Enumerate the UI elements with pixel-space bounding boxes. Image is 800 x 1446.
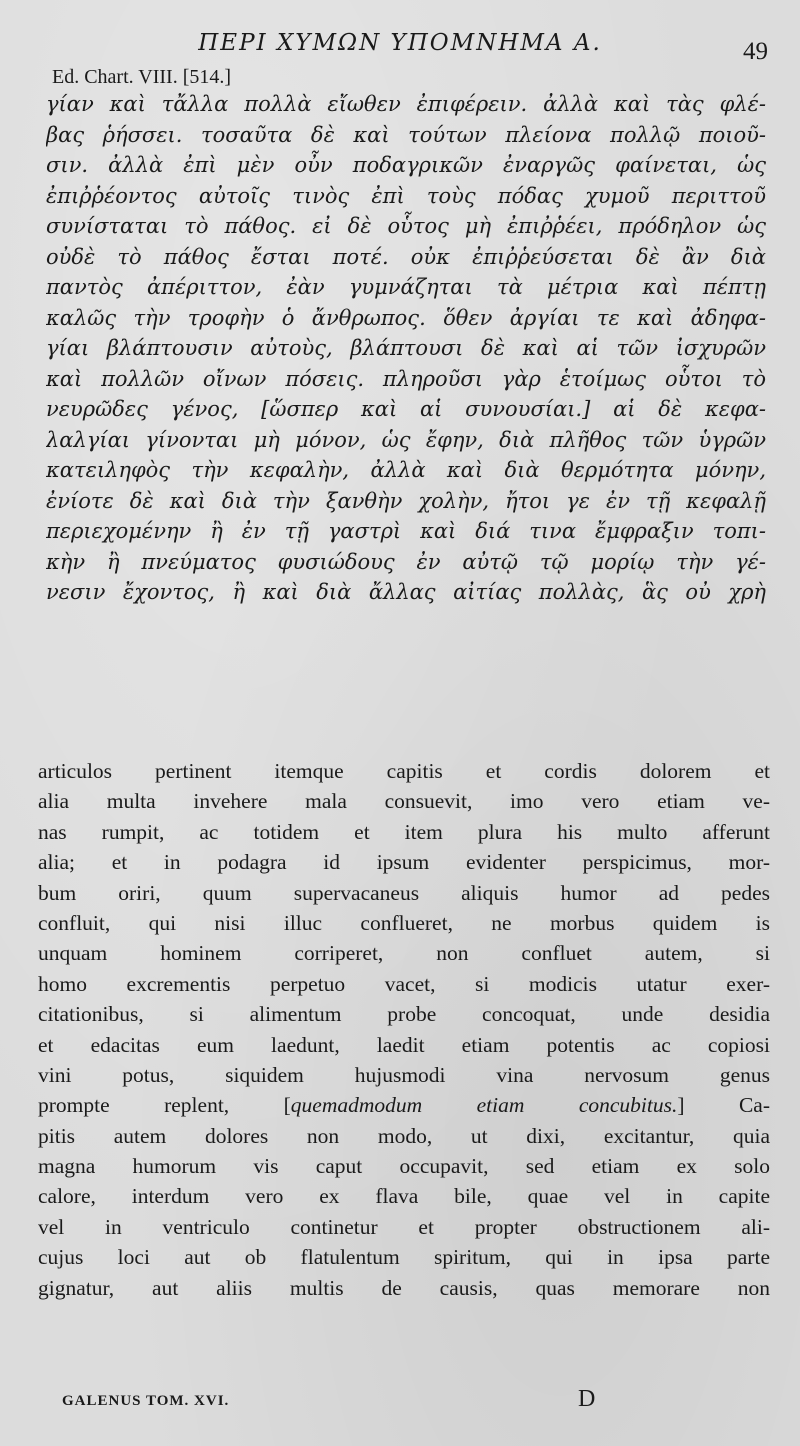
latin-line: unquam hominem corriperet, non confluet autem, si (38, 941, 770, 966)
latin-line: nas rumpit, ac totidem et item plura his multo afferunt (38, 819, 770, 844)
greek-line: σιν. ἀλλὰ ἐπὶ μὲν οὖν ποδαγρικῶν ἐναργῶς φαίνεται, ὡς (46, 153, 766, 177)
edition-reference: Ed. Chart. VIII. [514.] (52, 66, 232, 88)
latin-line: cujus loci aut ob flatulentum spiritum, qui in ipsa parte (38, 1245, 770, 1270)
latin-line: citationibus, si alimentum probe concoquat, unde desidia (38, 1002, 770, 1027)
greek-line: κατειληφὸς τὴν κεφαλὴν, ἀλλὰ καὶ διὰ θερμότητα μόνην, (46, 458, 766, 482)
latin-line-segment: ] Ca- (677, 1093, 770, 1118)
greek-line: κὴν ἢ πνεύματος φυσιώδους ἐν αὐτῷ τῷ μορίῳ τὴν γέ- (46, 549, 766, 574)
greek-line: καὶ πολλῶν οἴνων πόσεις. πληροῦσι γὰρ ἑτοίμως οὗτοι τὸ (46, 366, 766, 391)
latin-line: homo excrementis perpetuo vacet, si modicis utatur exer- (38, 971, 770, 996)
latin-line: magna humorum vis caput occupavit, sed etiam ex solo (38, 1154, 770, 1179)
latin-line: confluit, qui nisi illuc conflueret, ne morbus quidem is (38, 910, 770, 935)
latin-line: vini potus, siquidem hujusmodi vina nervosum genus (38, 1062, 770, 1087)
latin-line: articulos pertinent itemque capitis et cordis dolorem et (38, 759, 770, 783)
latin-line: calore, interdum vero ex flava bile, quae vel in capite (38, 1184, 770, 1209)
latin-line: alia; et in podagra id ipsum evidenter perspicimus, mor- (38, 850, 770, 875)
latin-line: et edacitas eum laedunt, laedit etiam potentis ac copiosi (38, 1032, 770, 1057)
greek-line: ἐπιῤῥέοντος αὐτοῖς τινὸς ἐπὶ τοὺς πόδας χυμοῦ περιττοῦ (46, 183, 766, 208)
latin-line: gignatur, aut aliis multis de causis, quas memorare non (38, 1275, 770, 1300)
latin-line: bum oriri, quum supervacaneus aliquis humor ad pedes (38, 880, 770, 905)
greek-line: νεσιν ἔχοντος, ἢ καὶ διὰ ἄλλας αἰτίας πολλὰς, ἃς οὐ χρὴ (46, 580, 766, 604)
greek-line: βας ῥήσσει. τοσαῦτα δὲ καὶ τούτων πλείονα πολλῷ ποιοῦ- (46, 122, 766, 147)
greek-line: ἐνίοτε δὲ καὶ διὰ τὴν ξανθὴν χολὴν, ἤτοι γε ἐν τῇ κεφαλῇ (46, 488, 766, 513)
page-number: 49 (743, 38, 768, 65)
latin-text-block (38, 756, 770, 1303)
greek-line: συνίσταται τὸ πάθος. εἰ δὲ οὗτος μὴ ἐπιῤῥέει, πρόδηλον ὡς (46, 214, 766, 238)
greek-line: λαλγίαι γίνονται μὴ μόνον, ὡς ἔφην, διὰ πλῆθος τῶν ὑγρῶν (46, 427, 766, 452)
greek-text-block (46, 89, 766, 608)
latin-line (38, 1090, 770, 1120)
greek-line: παντὸς ἀπέριττον, ἐὰν γυμνάζηται τὰ μέτρια καὶ πέπτῃ (46, 275, 766, 299)
latin-line: pitis autem dolores non modo, ut dixi, excitantur, quia (38, 1123, 770, 1148)
greek-line: καλῶς τὴν τροφὴν ὁ ἄνθρωπος. ὅθεν ἀργίαι τε καὶ ἀδηφα- (46, 305, 766, 330)
greek-line: περιεχομένην ἢ ἐν τῇ γαστρὶ καὶ διά τινα ἔμφραξιν τοπι- (46, 519, 766, 543)
greek-line: γίαν καὶ τἄλλα πολλὰ εἴωθεν ἐπιφέρειν. ἀλλὰ καὶ τὰς φλέ- (46, 92, 766, 116)
greek-line: οὐδὲ τὸ πάθος ἔσται ποτέ. οὐκ ἐπιῤῥεύσεται δὲ ἂν διὰ (46, 244, 766, 269)
greek-line: γίαι βλάπτουσιν αὐτοὺς, βλάπτουσι δὲ καὶ αἱ τῶν ἰσχυρῶν (46, 336, 766, 360)
latin-line-italic-segment: quemadmodum etiam concubitus. (290, 1093, 678, 1118)
latin-line-segment: prompte replent, [ (38, 1093, 291, 1118)
running-head: ΠΕΡΙ ΧΥΜΩΝ ΥΠΟΜΝΗΜΑ Α. (198, 30, 602, 56)
printer-signature: GALENUS TOM. XVI. (62, 1393, 230, 1409)
greek-line: νευρῶδες γένος, [ὥσπερ καὶ αἱ συνουσίαι.] αἱ δὲ κεφα- (46, 397, 766, 421)
latin-line: alia multa invehere mala consuevit, imo vero etiam ve- (38, 789, 770, 814)
latin-line: vel in ventriculo continetur et propter obstructionem ali- (38, 1214, 770, 1239)
signature-mark: D (578, 1386, 596, 1412)
